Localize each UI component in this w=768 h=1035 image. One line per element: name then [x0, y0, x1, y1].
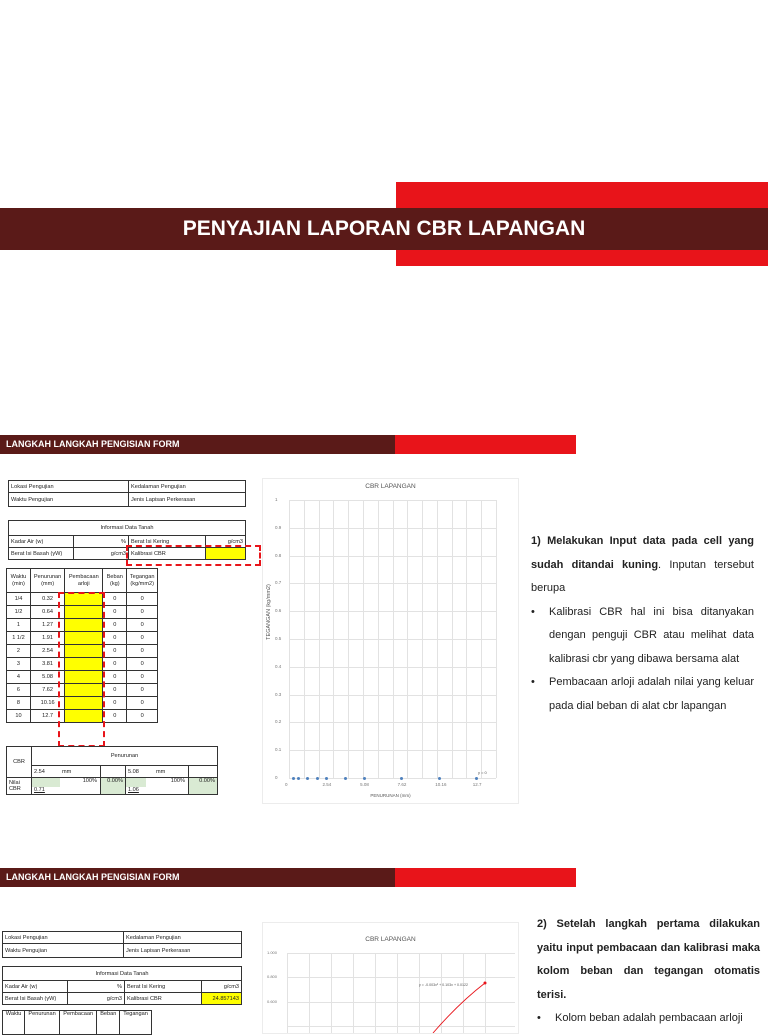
- data2-header-4: Tegangan: [120, 1011, 152, 1035]
- berat-kering-unit-2: g/cm3: [202, 981, 242, 993]
- chart1-vgrid: [348, 500, 349, 778]
- chart2-plot-area: [287, 953, 515, 1033]
- chart1-vgrid: [452, 500, 453, 778]
- chart1-ytick-label: 0.5: [275, 636, 282, 641]
- chart1-ylabel: TEGANGAN (kg/mm2): [265, 584, 272, 640]
- tegangan-cell: 0: [127, 593, 158, 606]
- section1-cbr-table: [6, 746, 218, 795]
- slide-title: PENYAJIAN LAPORAN CBR LAPANGAN: [182, 217, 586, 240]
- chart1-ytick-label: 0.7: [275, 580, 282, 586]
- waktu-cell: 1: [7, 619, 31, 632]
- berat-basah-label: Berat Isi Basah (γW): [9, 548, 74, 560]
- section1-banner: [0, 435, 576, 454]
- waktu-cell: 4: [7, 671, 31, 684]
- section2-banner: [0, 868, 576, 887]
- berat-kering-label: Berat Isi Kering: [129, 536, 206, 548]
- step2-paragraph: 2) Setelah langkah pertama dilakukan yaitu input pembacaan dan kalibrasi maka kolom beban dan tegangan otomatis terisi.: [537, 918, 760, 1001]
- chart1-data-point: [475, 777, 478, 780]
- tegangan-cell: 0: [127, 684, 158, 697]
- lokasi-label: Lokasi Pengujian: [9, 481, 129, 493]
- section1-instructions: [531, 530, 754, 718]
- waktu-cell: 1 1/2: [7, 632, 31, 645]
- chart1-vgrid: [481, 500, 482, 778]
- chart1-ytick-label: 0.8: [275, 552, 282, 558]
- chart1-vgrid: [363, 500, 364, 778]
- chart1-data-point: [325, 777, 328, 780]
- data2-header-2: Pembacaan: [59, 1011, 96, 1035]
- chart1-data-point: [438, 777, 441, 780]
- section1-banner-text: LANGKAH LANGKAH PENGISIAN FORM: [6, 439, 180, 449]
- chart1-xtick-label: 7.62: [397, 782, 407, 787]
- nilai-cbr-label: Nilai CBR: [7, 778, 32, 795]
- step1-bullet-1: • Kalibrasi CBR hal ini bisa ditanyakan dengan penguji CBR atau melihat data kalibrasi cbr yang dibawa bersama alat: [531, 605, 754, 665]
- jenis-label: Jenis Lapisan Perkerasan: [129, 493, 246, 507]
- chart1-data-point: [306, 777, 309, 780]
- info-title: Informasi Data Tanah: [9, 521, 246, 536]
- tegangan-cell: 0: [127, 606, 158, 619]
- data-header-0: Waktu (min): [7, 569, 31, 593]
- step1-bullet-2: • Pembacaan arloji adalah nilai yang keluar pada dial beban di alat cbr lapangan: [531, 676, 754, 712]
- chart1-vgrid: [319, 500, 320, 778]
- chart1-trend-label: y = 0: [478, 770, 487, 775]
- chart1-xlabel: PENURUNAN (mm): [370, 793, 411, 798]
- tegangan-cell: 0: [127, 632, 158, 645]
- chart1-data-point: [297, 777, 300, 780]
- kedalaman-label-2: Kedalaman Pengujian: [124, 932, 242, 944]
- p1-unit: mm: [60, 766, 101, 778]
- kadar-air-label-2: Kadar Air (w): [3, 981, 68, 993]
- section1-banner-accent: [395, 435, 576, 454]
- berat-basah-unit-2: g/cm3: [68, 993, 125, 1005]
- chart1-vgrid: [422, 500, 423, 778]
- nilai-cbr-1: 0.71: [34, 787, 45, 793]
- data-header-3: Beban (kg): [103, 569, 127, 593]
- jenis-label-2: Jenis Lapisan Perkerasan: [124, 944, 242, 958]
- waktu-cell: 1/4: [7, 593, 31, 606]
- chart1-hgrid: [289, 778, 496, 779]
- chart1-vgrid: [407, 500, 408, 778]
- chart1-vgrid: [437, 500, 438, 778]
- penurunan-cell: 0.64: [30, 606, 64, 619]
- chart1-ytick-label: 0.3: [275, 691, 282, 697]
- chart1-ytick-label: 1: [275, 497, 278, 502]
- chart2-ytick-1: 0.800: [267, 974, 278, 979]
- chart1-vgrid: [393, 500, 394, 778]
- beban-cell: 0: [103, 697, 127, 710]
- section2-instructions: [537, 913, 760, 1031]
- chart1-ytick-label: 0.4: [275, 663, 282, 669]
- berat-basah-label-2: Berat Isi Basah (γW): [3, 993, 68, 1005]
- penurunan-cell: 10.16: [30, 697, 64, 710]
- chart2-equation: y = -0.003x² + 0.103x + 0.0122: [419, 983, 469, 987]
- beban-cell: 0: [103, 658, 127, 671]
- kalibrasi-highlight-box: [126, 545, 261, 566]
- info-title-2: Informasi Data Tanah: [3, 967, 242, 981]
- penurunan-header: Penurunan: [32, 747, 218, 766]
- berat-basah-unit: g/cm3: [74, 548, 129, 560]
- waktu-label: Waktu Pengujian: [9, 493, 129, 507]
- beban-cell: 0: [103, 632, 127, 645]
- chart1-ytick-label: 0.6: [275, 608, 282, 614]
- chart1-ytick-label: 0: [275, 775, 278, 780]
- chart2-ytick-2: 0.600: [267, 999, 278, 1004]
- section2-chart: [262, 922, 519, 1034]
- chart1-ytick-label: 0.1: [275, 747, 282, 753]
- chart2-ytick-0: 1.000: [267, 950, 278, 955]
- step1-paragraph: 1) Melakukan Input data pada cell yang sudah ditandai kuning. Inputan tersebut berupa: [531, 535, 754, 594]
- waktu-cell: 8: [7, 697, 31, 710]
- beban-cell: 0: [103, 684, 127, 697]
- chart1-vgrid: [289, 500, 290, 778]
- data2-header-3: Beban: [97, 1011, 120, 1035]
- nilai-pct-0-2: 0.00%: [189, 778, 218, 795]
- waktu-cell: 2: [7, 645, 31, 658]
- tegangan-cell: 0: [127, 671, 158, 684]
- chart1-xtick-label: 12.7: [472, 782, 482, 787]
- beban-cell: 0: [103, 606, 127, 619]
- chart1-vgrid: [466, 500, 467, 778]
- penurunan-cell: 0.32: [30, 593, 64, 606]
- penurunan-cell: 12.7: [30, 710, 64, 723]
- waktu-cell: 10: [7, 710, 31, 723]
- cbr-label: CBR: [7, 747, 32, 778]
- penurunan-cell: 5.08: [30, 671, 64, 684]
- step2-bullet-1: • Kolom beban adalah pembacaan arloji: [537, 1012, 743, 1024]
- tegangan-cell: 0: [127, 658, 158, 671]
- kadar-air-label: Kadar Air (w): [9, 536, 74, 548]
- tegangan-cell: 0: [127, 697, 158, 710]
- p2-unit: mm: [154, 766, 189, 778]
- p1-value: 2.54: [32, 766, 61, 778]
- data-header-4: Tegangan (kg/mm2): [127, 569, 158, 593]
- kadar-air-unit: %: [74, 536, 129, 548]
- chart1-data-point: [344, 777, 347, 780]
- chart1-data-point: [363, 777, 366, 780]
- section2-header-table: [2, 931, 242, 958]
- penurunan-cell: 7.62: [30, 684, 64, 697]
- waktu-cell: 6: [7, 684, 31, 697]
- kalibrasi-label-2: Kalibrasi CBR: [125, 993, 202, 1005]
- nilai-pct-2: 100%: [170, 778, 185, 784]
- berat-kering-label-2: Berat Isi Kering: [125, 981, 202, 993]
- section2-info-table: [2, 966, 242, 1005]
- chart1-plot-area: [275, 497, 496, 787]
- chart1-vgrid: [333, 500, 334, 778]
- nilai-cbr-2: 1.06: [128, 787, 139, 793]
- kedalaman-label: Kedalaman Pengujian: [129, 481, 246, 493]
- chart2-title: CBR LAPANGAN: [365, 936, 416, 943]
- penurunan-cell: 3.81: [30, 658, 64, 671]
- waktu-cell: 1/2: [7, 606, 31, 619]
- chart1-data-point: [400, 777, 403, 780]
- beban-cell: 0: [103, 593, 127, 606]
- data-header-1: Penurunan (mm): [30, 569, 64, 593]
- nilai-pct-1: 100%: [82, 778, 97, 784]
- tegangan-cell: 0: [127, 619, 158, 632]
- berat-kering-unit: g/cm3: [206, 536, 246, 548]
- beban-cell: 0: [103, 645, 127, 658]
- tegangan-cell: 0: [127, 645, 158, 658]
- chart1-ytick-label: 0.2: [275, 719, 282, 725]
- penurunan-cell: 1.91: [30, 632, 64, 645]
- nilai-pct-0-1: 0.00%: [101, 778, 126, 795]
- chart1-xtick-label: 0: [285, 782, 288, 787]
- chart1-vgrid: [496, 500, 497, 778]
- chart1-xtick-label: 2.54: [322, 782, 332, 787]
- beban-cell: 0: [103, 710, 127, 723]
- chart1-xtick-label: 10.16: [435, 782, 447, 787]
- lokasi-label-2: Lokasi Pengujian: [3, 932, 124, 944]
- data2-header-1: Penurunan: [25, 1011, 60, 1035]
- chart1-ytick-label: 0.9: [275, 524, 282, 530]
- chart2-trend-curve: [287, 953, 515, 1033]
- data2-header-0: Waktu: [3, 1011, 25, 1035]
- chart1-data-point: [292, 777, 295, 780]
- chart1-title: CBR LAPANGAN: [365, 483, 416, 490]
- section1-header-table: [8, 480, 246, 507]
- chart1-vgrid: [304, 500, 305, 778]
- kadar-air-unit-2: %: [68, 981, 125, 993]
- kalibrasi-value-cell[interactable]: 24.857143: [202, 993, 242, 1005]
- chart1-vgrid: [378, 500, 379, 778]
- kalibrasi-label: Kalibrasi CBR: [129, 548, 206, 560]
- section2-banner-accent: [395, 868, 576, 887]
- tegangan-cell: 0: [127, 710, 158, 723]
- penurunan-cell: 1.27: [30, 619, 64, 632]
- waktu-cell: 3: [7, 658, 31, 671]
- beban-cell: 0: [103, 671, 127, 684]
- penurunan-cell: 2.54: [30, 645, 64, 658]
- section1-chart: [262, 478, 519, 804]
- beban-cell: 0: [103, 619, 127, 632]
- pembacaan-highlight-box: [58, 592, 105, 747]
- p2-value: 5.08: [126, 766, 155, 778]
- data-header-2: Pembacaan arloji: [65, 569, 103, 593]
- waktu-label-2: Waktu Pengujian: [3, 944, 124, 958]
- chart1-xtick-label: 5.08: [360, 782, 369, 787]
- section2-banner-text: LANGKAH LANGKAH PENGISIAN FORM: [6, 872, 180, 882]
- chart1-data-point: [316, 777, 319, 780]
- section2-data-table: [2, 1010, 152, 1035]
